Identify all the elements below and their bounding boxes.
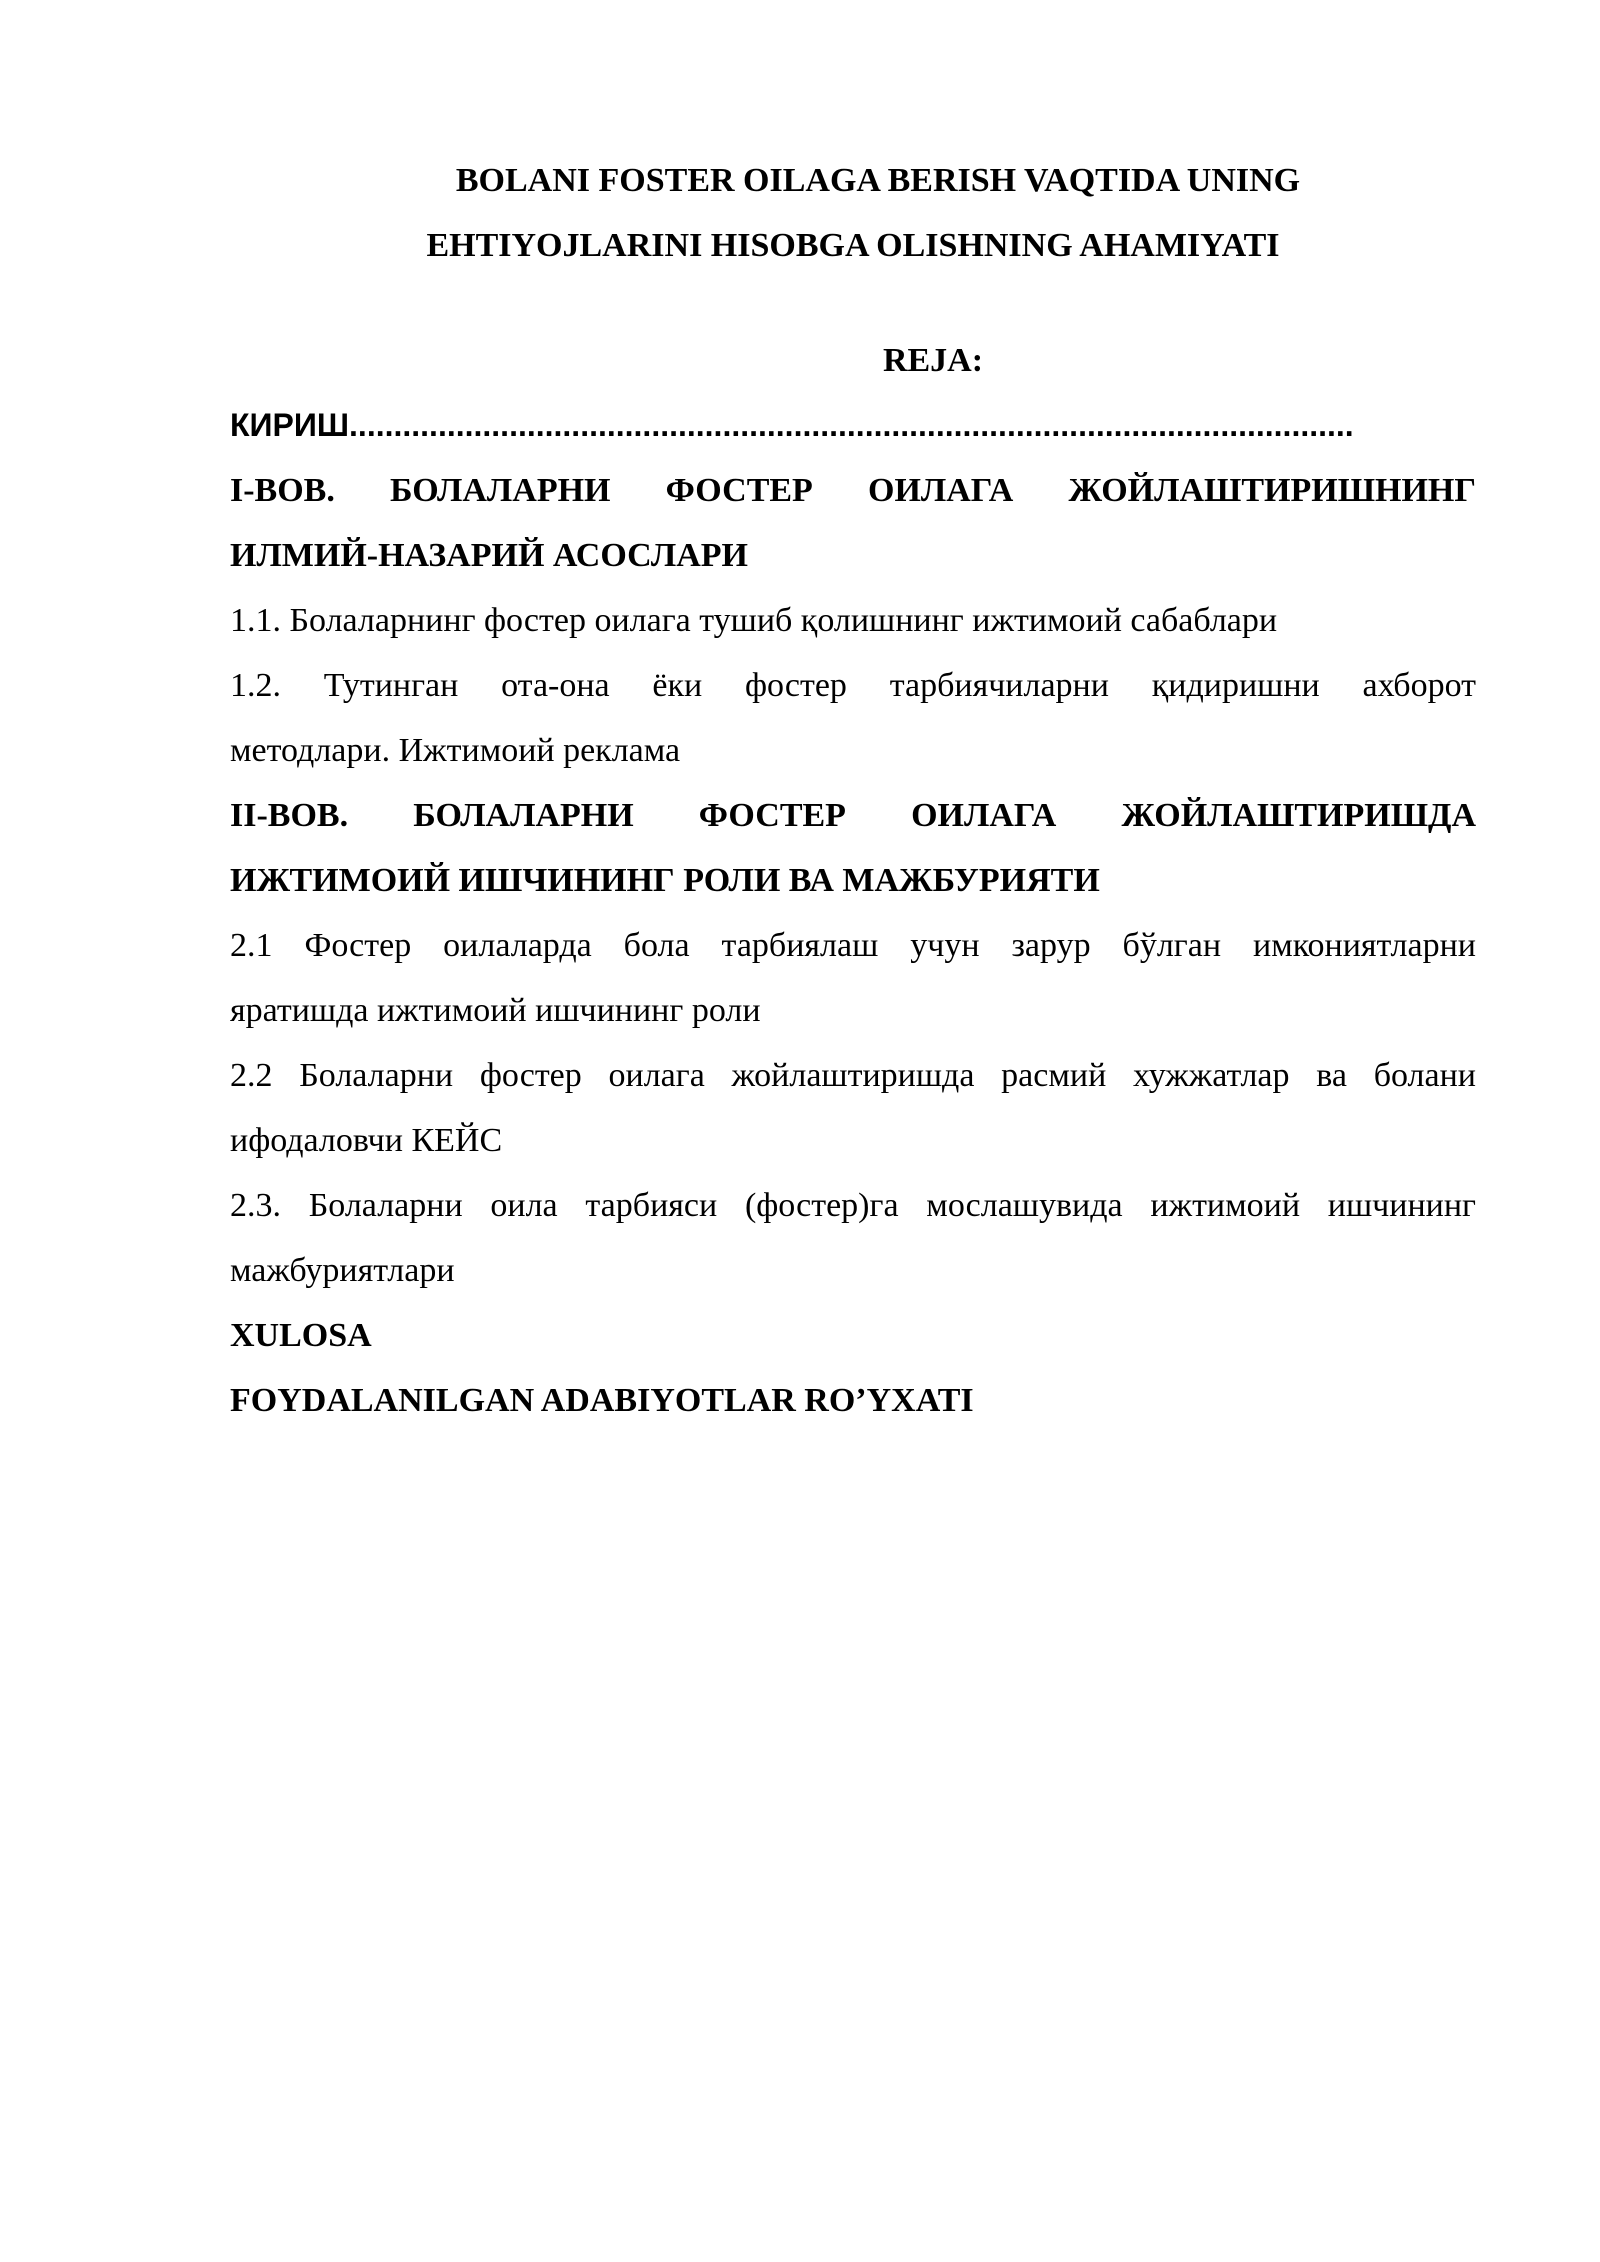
- toc-chapter-2-line-2: ИЖТИМОИЙ ИШЧИНИНГ РОЛИ ВА МАЖБУРИЯТИ: [230, 862, 1100, 899]
- document-title: [230, 148, 1476, 278]
- toc-section-2-1-line-1: 2.1 Фостер оилаларда бола тарбиялаш учун зарур бўлган имкониятларни: [230, 927, 1476, 964]
- toc-section-2-2: [230, 1043, 1476, 1173]
- toc-section-1-1: 1.1. Болаларнинг фостер оилага тушиб қолишнинг ижтимоий сабаблари: [230, 602, 1278, 639]
- toc-chapter-1: [230, 458, 1476, 588]
- toc-section-1-2-line-2: методлари. Ижтимоий реклама: [230, 732, 681, 769]
- plan-heading: REJA:: [882, 342, 984, 379]
- toc-section-2-3-line-1: 2.3. Болаларни оила тарбияси (фостер)га мослашувида ижтимоий ишчининг: [230, 1187, 1476, 1224]
- toc-section-2-1-line-2: яратишда ижтимоий ишчининг роли: [230, 992, 761, 1029]
- toc-section-2-1: [230, 913, 1476, 1043]
- toc-conclusion: XULOSA: [230, 1317, 372, 1354]
- toc-chapter-2: [230, 783, 1476, 913]
- toc-section-2-2-line-1: 2.2 Болаларни фостер оилага жойлаштиришда расмий хужжатлар ва болани: [230, 1057, 1476, 1094]
- toc-section-2-2-line-2: ифодаловчи КЕЙС: [230, 1122, 503, 1159]
- toc-section-1-2: [230, 653, 1476, 783]
- toc-section-1-2-line-1: 1.2. Тутинган ота-она ёки фостер тарбиячиларни қидиришни ахборот: [230, 667, 1476, 704]
- toc-intro: КИРИШ.................................................................................................................: [230, 407, 1354, 443]
- toc-chapter-1-line-2: ИЛМИЙ-НАЗАРИЙ АСОСЛАРИ: [230, 537, 748, 574]
- document-content: [230, 148, 1476, 1433]
- toc-section-2-3-line-2: мажбуриятлари: [230, 1252, 455, 1289]
- document-title-line-1: BOLANI FOSTER OILAGA BERISH VAQTIDA UNING: [455, 162, 1301, 199]
- document-title-line-2: EHTIYOJLARINI HISOBGA OLISHNING AHAMIYATI: [426, 227, 1280, 264]
- toc-section-2-3: [230, 1173, 1476, 1303]
- toc-chapter-1-line-1: I-BOB. БОЛАЛАРНИ ФОСТЕР ОИЛАГА ЖОЙЛАШТИРИШНИНГ: [230, 472, 1476, 509]
- toc-chapter-2-line-1: II-BOB. БОЛАЛАРНИ ФОСТЕР ОИЛАГА ЖОЙЛАШТИРИШДА: [230, 797, 1476, 834]
- toc-references: FOYDALANILGAN ADABIYOTLAR RO’YXATI: [230, 1382, 974, 1419]
